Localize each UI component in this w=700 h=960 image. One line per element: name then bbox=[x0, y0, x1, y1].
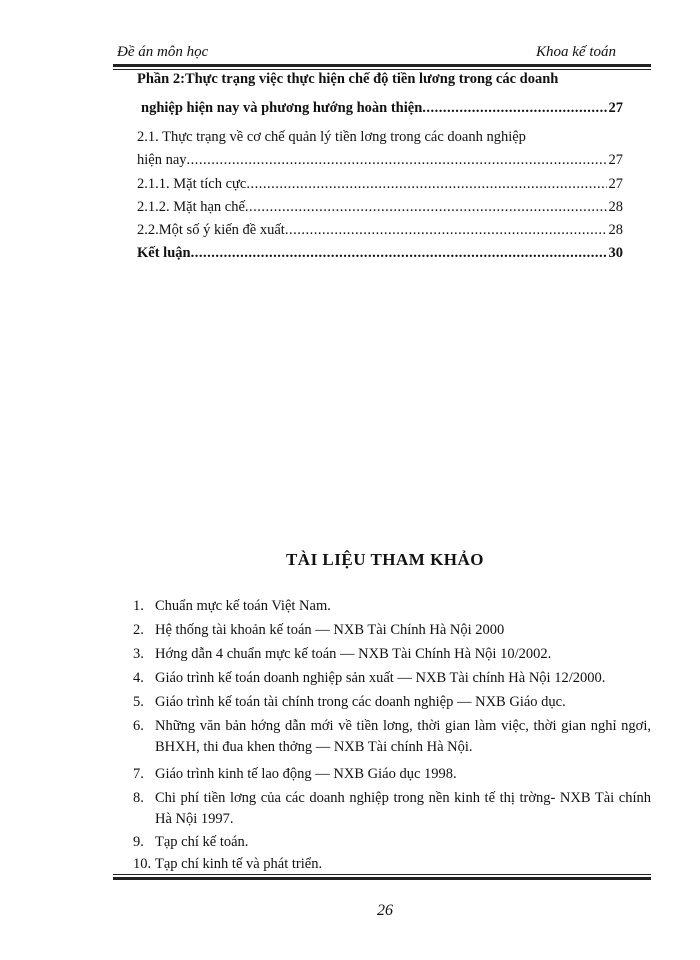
toc-page-number: 27 bbox=[608, 176, 623, 192]
header-left-title: Đề án môn học bbox=[117, 44, 209, 60]
toc-page-number: 28 bbox=[608, 199, 623, 215]
toc-entry-2-2 bbox=[137, 222, 623, 239]
toc-entry-text: 2.1.1. Mặt tích cực bbox=[137, 176, 247, 192]
toc-entry-text: 2.2.Một số ý kiến đề xuất bbox=[137, 222, 285, 238]
toc-entry-2-1-line1 bbox=[137, 129, 623, 146]
reference-item bbox=[133, 596, 653, 617]
toc-page-number: 30 bbox=[608, 245, 623, 261]
reference-number: 4. bbox=[133, 670, 144, 686]
reference-number: 5. bbox=[133, 694, 144, 710]
reference-item bbox=[133, 764, 653, 785]
reference-text: Giáo trình kinh tế lao động — NXB Giáo dục 1998. bbox=[155, 766, 457, 782]
footer-rule bbox=[113, 874, 651, 880]
reference-item bbox=[133, 620, 653, 641]
toc-dot-leader bbox=[285, 222, 607, 239]
reference-text: Chi phí tiền lơng của các doanh nghiệp trong nền kinh tế thị trờng- NXB Tài chính Hà Nội 1997. bbox=[155, 790, 651, 827]
reference-item bbox=[133, 644, 653, 665]
toc-page-number: 27 bbox=[608, 100, 623, 116]
reference-number: 8. bbox=[133, 790, 144, 806]
reference-number: 3. bbox=[133, 646, 144, 662]
toc-page-number: 28 bbox=[608, 222, 623, 238]
reference-text: Chuẩn mực kế toán Việt Nam. bbox=[155, 598, 331, 614]
toc-dot-leader bbox=[191, 245, 607, 262]
toc-entry-2-1-1 bbox=[137, 176, 623, 193]
header-right-title: Khoa kế toán bbox=[536, 44, 616, 60]
reference-text: Những văn bản hớng dẫn mới về tiền lơng, thời gian làm việc, thời gian nghỉ ngơi, BHXH, thi đua khen thởng — NXB Tài chính Hà Nội. bbox=[155, 718, 651, 755]
reference-item bbox=[133, 668, 653, 689]
header-rule bbox=[113, 64, 651, 70]
toc-entry-part2-line1 bbox=[137, 71, 623, 88]
toc-entry-2-1-line2 bbox=[137, 152, 623, 169]
reference-item bbox=[133, 854, 653, 875]
reference-text: Tạp chí kế toán. bbox=[155, 834, 249, 850]
reference-number: 10. bbox=[133, 856, 152, 872]
reference-number: 1. bbox=[133, 598, 144, 614]
toc-dot-leader bbox=[246, 176, 606, 193]
toc-entry-text: 2.1. Thực trạng về cơ chế quản lý tiền lơng trong các doanh nghiệp bbox=[137, 129, 526, 145]
reference-text: Tạp chí kinh tế và phát triển. bbox=[155, 856, 323, 872]
toc-page-number: 27 bbox=[608, 152, 623, 168]
toc-entry-2-1-2 bbox=[137, 199, 623, 216]
toc-entry-part2-line2 bbox=[141, 100, 623, 117]
reference-text: Hệ thống tài khoản kế toán — NXB Tài Chính Hà Nội 2000 bbox=[155, 622, 505, 638]
reference-text: Giáo trình kế toán doanh nghiệp sản xuất — NXB Tài chính Hà Nội 12/2000. bbox=[155, 670, 606, 686]
reference-text: Hớng dẫn 4 chuẩn mực kế toán — NXB Tài Chính Hà Nội 10/2002. bbox=[155, 646, 552, 662]
reference-number: 9. bbox=[133, 834, 144, 850]
reference-item bbox=[133, 692, 653, 713]
page-number: 26 bbox=[377, 902, 393, 919]
reference-number: 6. bbox=[133, 718, 144, 734]
references-title: TÀI LIỆU THAM KHẢO bbox=[285, 550, 485, 569]
toc-entry-text: 2.1.2. Mặt hạn chế bbox=[137, 199, 245, 215]
toc-entry-text: Kết luận bbox=[137, 245, 191, 261]
reference-number: 2. bbox=[133, 622, 144, 638]
toc-entry-text: Phần 2:Thực trạng việc thực hiện chế độ tiền lương trong các doanh bbox=[137, 71, 559, 87]
reference-item bbox=[133, 788, 653, 830]
reference-number: 7. bbox=[133, 766, 144, 782]
toc-entry-text: nghiệp hiện nay và phương hướng hoàn thiện bbox=[141, 100, 423, 116]
toc-dot-leader bbox=[187, 152, 607, 169]
reference-item bbox=[133, 716, 653, 758]
toc-entry-text: hiện nay bbox=[137, 152, 187, 168]
toc-entry-conclusion bbox=[137, 245, 623, 262]
reference-text: Giáo trình kế toán tài chính trong các doanh nghiệp — NXB Giáo dục. bbox=[155, 694, 566, 710]
toc-dot-leader bbox=[245, 199, 607, 216]
toc-dot-leader bbox=[422, 100, 606, 117]
reference-item bbox=[133, 832, 653, 853]
